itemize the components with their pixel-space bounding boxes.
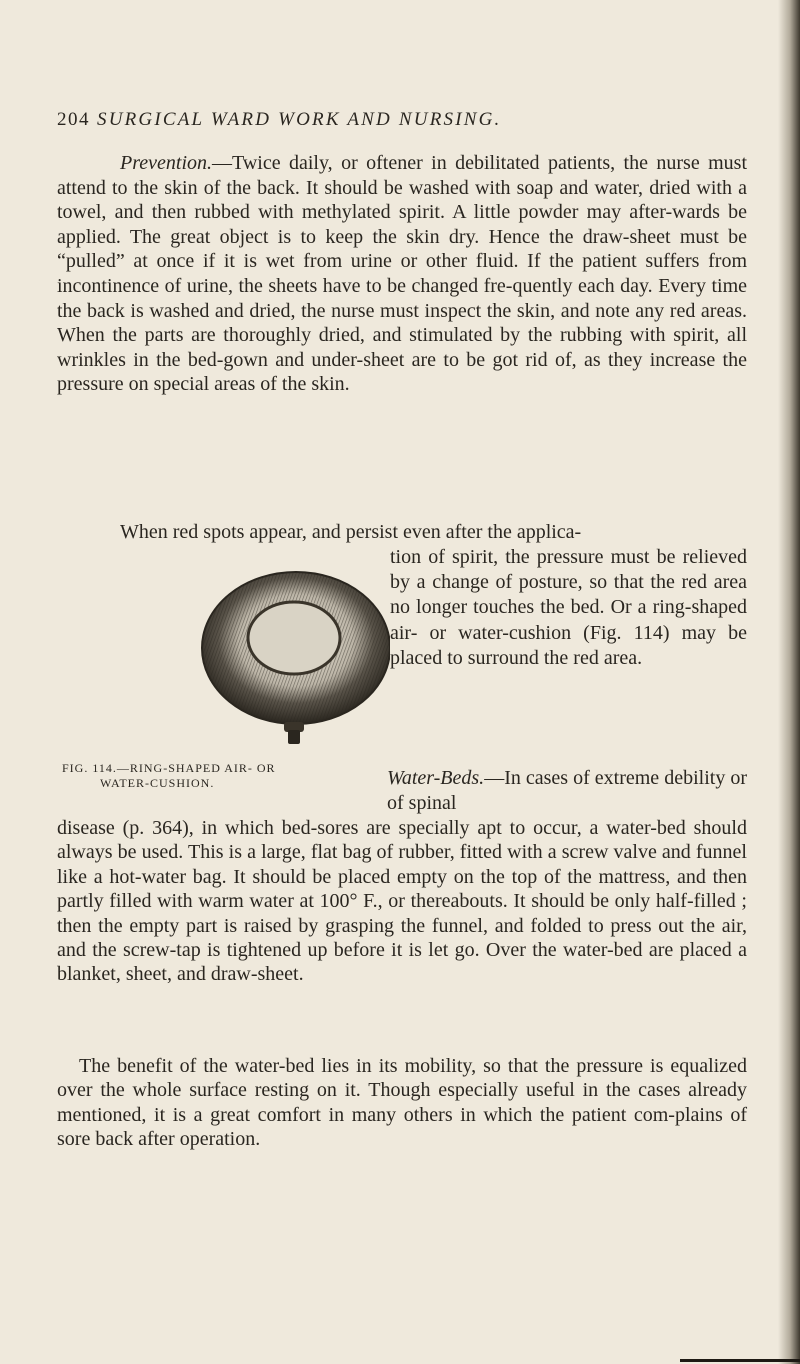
ring-cushion-illustration-icon xyxy=(200,556,390,756)
red-spots-first-line: When red spots appear, and persist even after the applica- xyxy=(120,521,582,543)
water-beds-heading: Water-Beds. xyxy=(387,767,485,789)
figure-caption xyxy=(62,761,382,791)
water-beds-first-lines xyxy=(387,766,747,816)
red-spots-wrapped-text: tion of spirit, the pressure must be relieved by a change of posture, so that the red area no longer touches the bed. Or a ring-shaped air- or water-cushion (Fig. 114) may be placed to surround the red area. xyxy=(390,546,747,669)
caption-line-1: FIG. 114.—RING-SHAPED AIR- OR xyxy=(62,761,276,775)
running-title: SURGICAL WARD WORK AND NURSING. xyxy=(97,109,502,130)
page-number: 204 xyxy=(57,109,90,130)
bottom-rule xyxy=(680,1359,800,1362)
paragraph-prevention xyxy=(57,151,747,397)
prevention-heading: Prevention. xyxy=(120,152,213,174)
water-beds-first-text: —In cases of extreme debility or of spinal xyxy=(387,767,747,814)
caption-line-2: WATER-CUSHION. xyxy=(100,776,215,790)
benefit-paragraph: The benefit of the water-bed lies in its mobility, so that the pressure is equalized over the whole surface resting on it. Though especially useful in the cases already mentioned, it is a great comfort in many others in which the patient com-plains of sore back after operation. xyxy=(57,1055,747,1150)
water-beds-paragraph: disease (p. 364), in which bed-sores are specially apt to occur, a water-bed should always be used. This is a large, flat bag of rubber, fitted with a screw valve and funnel like a hot-water bag. It should be placed empty on the top of the mattress, and then partly filled with warm water at 100° F., or thereabouts. It should be only half-filled ; then the empty part is raised by grasping the funnel, and folded to press out the air, and the screw-tap is tightened up before it is let go. Over the water-bed are placed a blanket, sheet, and draw-sheet. xyxy=(57,817,747,986)
running-head xyxy=(57,109,697,135)
prevention-text: —Twice daily, or oftener in debilitated patients, the nurse must attend to the skin of the back. It should be washed with soap and water, dried with a towel, and then rubbed with methylated spirit. A little powder may after-wards be applied. The great object is to keep the skin dry. Hence the draw-sheet must be “pulled” at once if it is wet from urine or other fluid. If the patient suffers from incontinence of urine, the sheets have to be changed fre-quently each day. Every time the back is washed and dried, the nurse must inspect the skin, and note any red areas. When the parts are thoroughly dried, and stimulated by the rubbing with spirit, all wrinkles in the bed-gown and under-sheet are to be got rid of, as they increase the pressure on special areas of the skin. xyxy=(57,152,747,396)
page-edge-shadow xyxy=(778,0,800,1364)
